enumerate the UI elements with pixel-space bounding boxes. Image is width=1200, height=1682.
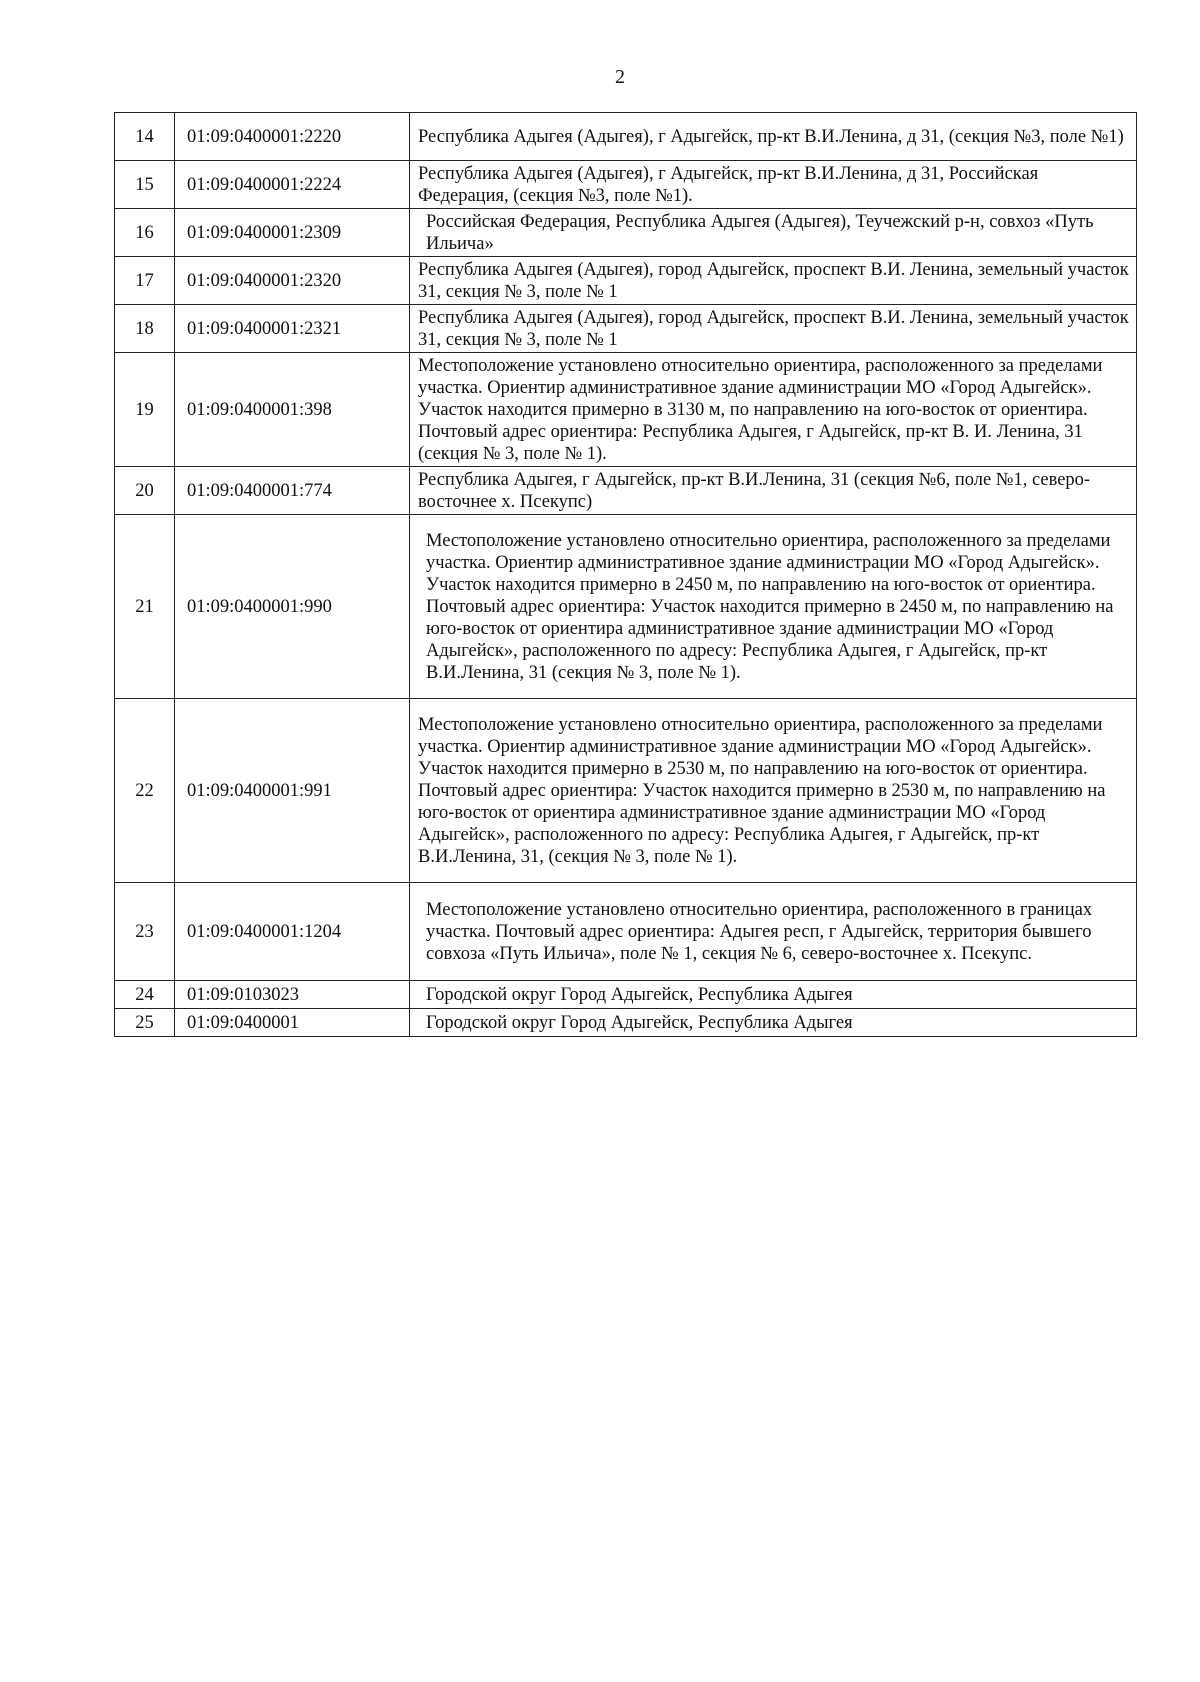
- cadastral-number: 01:09:0400001:2220: [175, 113, 410, 161]
- row-number: 21: [115, 515, 175, 699]
- address: Республика Адыгея, г Адыгейск, пр-кт В.И.Ленина, 31 (секция №6, поле №1, северо-восточнее х. Псекупс): [410, 467, 1137, 515]
- row-number: 17: [115, 257, 175, 305]
- address: Местоположение установлено относительно ориентира, расположенного в границах участка. Почтовый адрес ориентира: Адыгея респ, г Адыгейск, территория бывшего совхоза «Путь Ильича», поле № 1, секция № 6, северо-восточнее х. Псекупс.: [410, 883, 1137, 981]
- land-plots-table: [114, 112, 1137, 1037]
- table-row: [115, 1009, 1137, 1037]
- cadastral-number: 01:09:0103023: [175, 981, 410, 1009]
- row-number: 25: [115, 1009, 175, 1037]
- table-row: [115, 113, 1137, 161]
- address: Российская Федерация, Республика Адыгея (Адыгея), Теучежский р-н, совхоз «Путь Ильича»: [410, 209, 1137, 257]
- table-row: [115, 467, 1137, 515]
- cadastral-number: 01:09:0400001:1204: [175, 883, 410, 981]
- row-number: 22: [115, 699, 175, 883]
- address: Городской округ Город Адыгейск, Республика Адыгея: [410, 981, 1137, 1009]
- address: Республика Адыгея (Адыгея), город Адыгейск, проспект В.И. Ленина, земельный участок 31, секция № 3, поле № 1: [410, 305, 1137, 353]
- row-number: 19: [115, 353, 175, 467]
- page-number: 2: [615, 66, 625, 88]
- table-row: [115, 257, 1137, 305]
- row-number: 20: [115, 467, 175, 515]
- table-row: [115, 161, 1137, 209]
- table-row: [115, 883, 1137, 981]
- row-number: 23: [115, 883, 175, 981]
- cadastral-number: 01:09:0400001:774: [175, 467, 410, 515]
- address: Республика Адыгея (Адыгея), г Адыгейск, пр-кт В.И.Ленина, д 31, Российская Федерация, (секция №3, поле №1).: [410, 161, 1137, 209]
- table-row: [115, 353, 1137, 467]
- table-row: [115, 981, 1137, 1009]
- row-number: 15: [115, 161, 175, 209]
- address: Республика Адыгея (Адыгея), город Адыгейск, проспект В.И. Ленина, земельный участок 31, секция № 3, поле № 1: [410, 257, 1137, 305]
- address: Республика Адыгея (Адыгея), г Адыгейск, пр-кт В.И.Ленина, д 31, (секция №3, поле №1): [410, 113, 1137, 161]
- table-row: [115, 699, 1137, 883]
- row-number: 18: [115, 305, 175, 353]
- cadastral-number: 01:09:0400001:398: [175, 353, 410, 467]
- address: Местоположение установлено относительно ориентира, расположенного за пределами участка. Ориентир административное здание администрации МО «Город Адыгейск». Участок находится примерно в 3130 м, по направлению на юго-восток от ориентира. Почтовый адрес ориентира: Республика Адыгея, г Адыгейск, пр-кт В. И. Ленина, 31 (секция № 3, поле № 1).: [410, 353, 1137, 467]
- cadastral-number: 01:09:0400001:990: [175, 515, 410, 699]
- table-row: [115, 305, 1137, 353]
- cadastral-number: 01:09:0400001:2321: [175, 305, 410, 353]
- row-number: 14: [115, 113, 175, 161]
- cadastral-number: 01:09:0400001:991: [175, 699, 410, 883]
- table-row: [115, 515, 1137, 699]
- cadastral-number: 01:09:0400001:2320: [175, 257, 410, 305]
- row-number: 16: [115, 209, 175, 257]
- cadastral-number: 01:09:0400001: [175, 1009, 410, 1037]
- row-number: 24: [115, 981, 175, 1009]
- cadastral-number: 01:09:0400001:2309: [175, 209, 410, 257]
- address: Местоположение установлено относительно ориентира, расположенного за пределами участка. Ориентир административное здание администрации МО «Город Адыгейск». Участок находится примерно в 2450 м, по направлению на юго-восток от ориентира. Почтовый адрес ориентира: Участок находится примерно в 2450 м, по направлению на юго-восток от ориентира административное здание администрации МО «Город Адыгейск», расположенного по адресу: Республика Адыгея, г Адыгейск, пр-кт В.И.Ленина, 31 (секция № 3, поле № 1).: [410, 515, 1137, 699]
- table-row: [115, 209, 1137, 257]
- address: Местоположение установлено относительно ориентира, расположенного за пределами участка. Ориентир административное здание администрации МО «Город Адыгейск». Участок находится примерно в 2530 м, по направлению на юго-восток от ориентира. Почтовый адрес ориентира: Участок находится примерно в 2530 м, по направлению на юго-восток от ориентира административное здание администрации МО «Город Адыгейск», расположенного по адресу: Республика Адыгея, г Адыгейск, пр-кт В.И.Ленина, 31, (секция № 3, поле № 1).: [410, 699, 1137, 883]
- address: Городской округ Город Адыгейск, Республика Адыгея: [410, 1009, 1137, 1037]
- cadastral-number: 01:09:0400001:2224: [175, 161, 410, 209]
